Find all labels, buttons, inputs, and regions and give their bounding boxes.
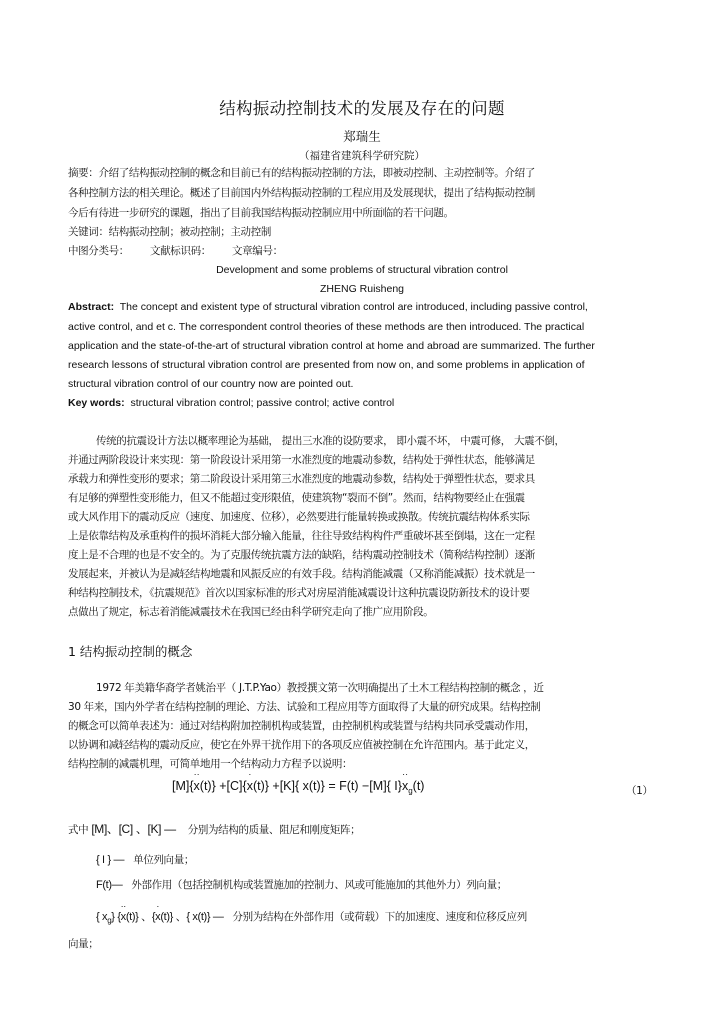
section-1-line-5: 结构控制的减震机理，可简单地用一个结构动力方程予以说明： [68,758,353,770]
definition-line-4: { $x_g$} { ·· x(t)} 、{ · x(t)} 、{ x(t)} — 分别为结构在外部作用（或荷载）下的加速度、速度和位移反应列 [96,901,527,926]
author-name: 郑瑞生 [343,129,381,144]
page-title: 结构振动控制技术的发展及存在的问题 [219,99,505,118]
abstract-en-line-3: application and the state-of-the-art of structural vibration control at home and abroad are summarized. The further [68,340,595,352]
abstract-cn-line-2: 各种控制方法的相关理论。概述了目前国内外结构振动控制的工程应用及发展现状，提出了结构振动控制 [68,187,535,199]
intro-line-3: 承载力和弹性变形的要求；第二阶段设计采用第三水准烈度的地震动参数，结构处于弹塑性状态，要求具 [68,473,535,485]
english-title: Development and some problems of structural vibration control [216,264,508,276]
equation-number: （1） [626,785,653,797]
intro-line-8: 发展起来，并被认为是减轻结构地震和风振反应的有效手段。结构消能减震（又称消能减振）技术就是一 [68,568,535,580]
section-1-heading: 1 结构振动控制的概念 [68,644,193,659]
section-1-line-4: 以协调和减轻结构的震动反应，使它在外界干扰作用下的各项反应值被控制在允许范围内。基于此定义， [68,739,535,751]
section-1-line-1: 1972 年美籍华裔学者姚治平（ J.T.P.Yao）教授撰文第一次明确提出了土木工程结构控制的概念 ，近 [96,682,544,694]
abstract-en-text: The concept and existent type of structural vibration control are introduced, including passive control, [119,301,588,313]
definition-line-2: { I } — 单位列向量； [96,854,194,866]
document-code: 文献标识码： [150,245,211,257]
abstract-en-line-4: research lessons of structural vibration control are presented from now on, and some problems in application of [68,359,585,371]
definition-line-3: F(t)— 外部作用（包括控制机构或装置施加的控制力、风或可能施加的其他外力）列向量； [96,879,507,891]
intro-line-4: 有足够的弹塑性变形能力，但又不能超过变形限值，使建筑物“裂而不倒”。然而，结构物要经止在强震 [68,492,525,504]
keywords-en-label: Key words: [68,397,125,409]
abstract-en-line-5: structural vibration control of our country now are pointed out. [68,378,354,390]
section-1-line-2: 30 年来，国内外学者在结构控制的理论、方法、试验和工程应用等方面取得了大量的研究成果。结构控制 [68,701,541,713]
keywords-cn: 关键词：结构振动控制；被动控制；主动控制 [68,226,271,238]
abstract-en-label: Abstract: [68,301,115,313]
article-number: 文章编号： [232,245,283,257]
intro-line-10: 点做出了规定，标志着消能减震技术在我国已经由科学研究走向了推广应用阶段。 [68,606,434,618]
definition-line-5: 向量； [68,938,99,950]
intro-line-2: 并通过两阶段设计来实现：第一阶段设计采用第一水准烈度的地震动参数，结构处于弹性状态，能够满足 [68,454,535,466]
affiliation: （福建省建筑科学研究院） [299,150,425,162]
intro-line-1: 传统的抗震设计方法以概率理论为基础， 提出三水准的设防要求， 即小震不坏， 中震可修， 大震不倒， [96,435,565,447]
intro-line-9: 种结构控制技术，《抗震规范》首次以国家标准的形式对房屋消能减震设计这种抗震设防新技术的设计要 [68,587,530,599]
keywords-en-text: structural vibration control; passive control; active control [130,397,395,409]
equation-1: [M]{ ·· x(t)} +[C]{ · x(t)} +[K]{ x(t)} = F(t) −[M]{ I} ·· $x_g(t)$ [172,769,425,796]
section-1-line-3: 的概念可以简单表述为：通过对结构附加控制机构或装置，由控制机构或装置与结构共同承受震动作用， [68,720,535,732]
abstract-en-line-2: active control, and et c. The correspondent control theories of these methods are then introduced. The practical [68,321,585,333]
intro-line-7: 度上是不合理的也是不安全的。为了克服传统抗震方法的缺陷，结构震动控制技术（简称结构控制）逐渐 [68,549,535,561]
intro-line-5: 或大风作用下的震动反应（速度、加速度、位移），必然要进行能量转换或换散。传统抗震结构体系实际 [68,511,530,523]
intro-line-6: 上是依靠结构及承重构件的损坏消耗大部分输入能量，往往导致结构构件严重破坏甚至倒塌，这在一定程 [68,530,535,542]
definition-line-1: 式中 [M]、[C] 、[K] — 分别为结构的质量、阻尼和刚度矩阵； [68,822,361,836]
abstract-cn-line-3: 今后有待进一步研究的课题，指出了目前我国结构振动控制应用中所面临的若干问题。 [68,207,454,219]
abstract-en-line-1 [68,301,588,313]
abstract-cn-line-1: 摘要：介绍了结构振动控制的概念和目前已有的结构振动控制的方法，即被动控制、主动控制等。介绍了 [68,167,535,179]
classification-number: 中图分类号： [68,245,129,257]
keywords-en [68,397,394,409]
english-author: ZHENG Ruisheng [319,283,405,295]
